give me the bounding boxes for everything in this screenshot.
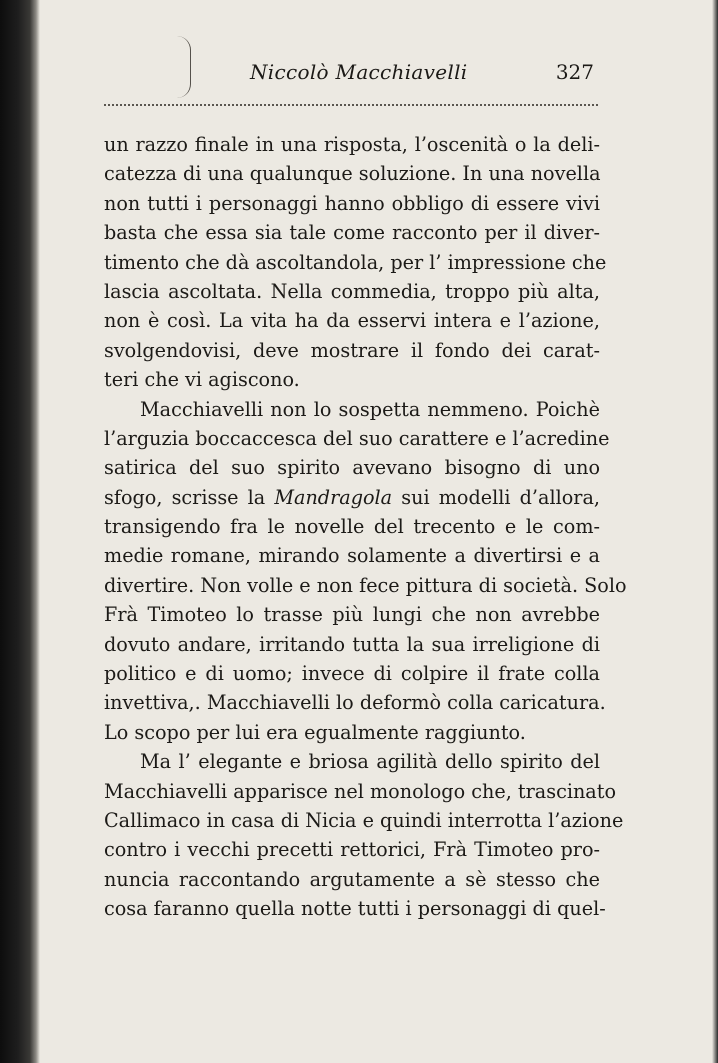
text-line: un razzo finale in una risposta, l’oscenità o la deli- xyxy=(104,133,600,156)
text-line: nuncia raccontando argutamente a sè stesso che xyxy=(104,867,600,891)
book-binding-shadow xyxy=(0,0,40,1063)
text-line: non tutti i personaggi hanno obbligo di essere vivi xyxy=(104,191,600,215)
text-line: transigendo fra le novelle del trecento e le com- xyxy=(104,515,600,539)
header-dotted-rule xyxy=(104,104,598,106)
text-line: divertire. Non volle e non fece pittura di società. Solo xyxy=(104,573,627,597)
body-text xyxy=(104,130,627,924)
paragraph-3 xyxy=(104,747,624,923)
running-title: Niccolò Macchiavelli xyxy=(250,60,468,84)
text-line: invettiva,. Macchiavelli lo deformò colla caricatura. xyxy=(104,691,606,715)
text-line: timento che dà ascoltandola, per l’ impressione che xyxy=(104,250,607,274)
text-line: l’arguzia boccaccesca del suo carattere e l’acredine xyxy=(104,426,610,450)
page-edge-shadow xyxy=(712,0,718,1063)
text-line: sfogo, scrisse la Mandragola sui modelli d’allora, xyxy=(104,485,600,509)
paragraph-2 xyxy=(104,395,627,748)
text-line: Macchiavelli non lo sospetta nemmeno. Poichè xyxy=(140,397,600,421)
text-line: satirica del suo spirito avevano bisogno di uno xyxy=(104,456,600,480)
text-line: medie romane, mirando solamente a divertirsi e a xyxy=(104,544,600,568)
text-line: basta che essa sia tale come racconto per il diver- xyxy=(104,221,600,245)
text-line: cosa faranno quella notte tutti i personaggi di quel- xyxy=(104,897,606,921)
paragraph-1 xyxy=(104,130,607,395)
text-line: non è così. La vita ha da esservi intera e l’azione, xyxy=(104,309,600,333)
text-line: catezza di una qualunque soluzione. In una novella xyxy=(104,162,601,186)
page-number: 327 xyxy=(555,60,594,84)
page-header xyxy=(100,58,600,94)
text-line: Frà Timoteo lo trasse più lungi che non avrebbe xyxy=(104,603,600,627)
italic-title: Mandragola xyxy=(274,485,393,509)
text-line: Ma l’ elegante e briosa agilità dello spirito del xyxy=(140,750,600,774)
text-line: teri che vi agiscono. xyxy=(104,368,300,392)
text-line: lascia ascoltata. Nella commedia, troppo più alta, xyxy=(104,279,600,303)
text-line: politico e di uomo; invece di colpire il frate colla xyxy=(104,662,600,686)
text-line: svolgendovisi, deve mostrare il fondo dei carat- xyxy=(104,338,600,362)
text-line: dovuto andare, irritando tutta la sua irreligione di xyxy=(104,632,600,656)
text-line: contro i vecchi precetti rettorici, Frà Timoteo pro- xyxy=(104,838,600,862)
text-line: Macchiavelli apparisce nel monologo che, trascinato xyxy=(104,779,617,803)
text-line: Lo scopo per lui era egualmente raggiunto. xyxy=(104,720,526,744)
text-line: Callimaco in casa di Nicia e quindi interrotta l’azione xyxy=(104,808,624,832)
